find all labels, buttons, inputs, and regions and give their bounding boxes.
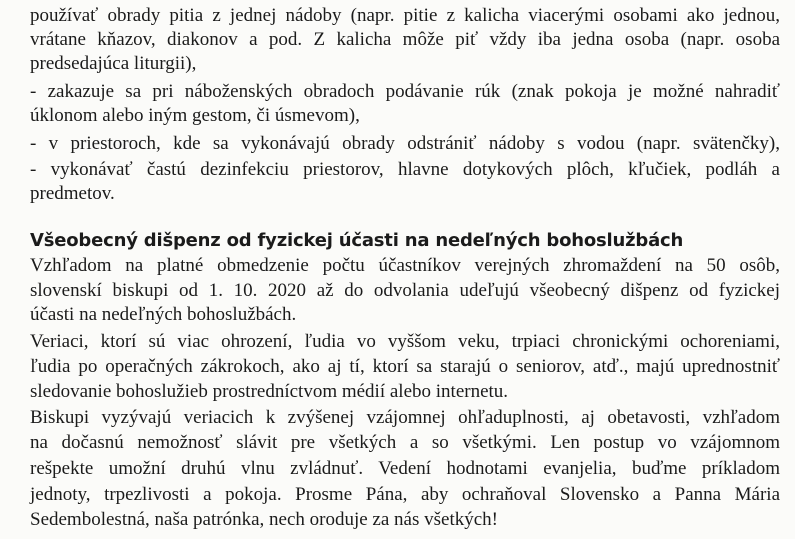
body-text-line: na dočasnú nemožnosť slávit pre všetkých a so všetkými. Len postup vo vzájomnom bbox=[30, 432, 780, 453]
body-text-line: Biskupi vyzývajú veriacich k zvýšenej vzájomnej ohľaduplnosti, aj obetavosti, vzhľadom bbox=[30, 407, 780, 428]
body-text-line: používať obrady pitia z jednej nádoby (napr. pitie z kalicha viacerými osobami ako jednou, bbox=[30, 5, 780, 26]
body-text-line: ľudia po operačných zákrokoch, ako aj tí, ktorí sa starajú o seniorov, atď., majú uprednostniť bbox=[30, 356, 780, 377]
bullet-line: - vykonávať častú dezinfekciu priestorov, hlavne dotykových plôch, kľučiek, podláh a bbox=[30, 159, 780, 180]
body-text-line: Vzhľadom na platné obmedzenie počtu účastníkov verejných zhromaždení na 50 osôb, bbox=[30, 255, 780, 276]
body-text-line: účasti na nedeľných bohoslužbách. bbox=[30, 304, 297, 325]
body-text-line: Sedembolestná, naša patrónka, nech oroduje za nás všetkých! bbox=[30, 509, 498, 530]
body-text-line: Veriaci, ktorí sú viac ohrození, ľudia vo vyššom veku, trpiaci chronickými ochoreniami, bbox=[30, 331, 780, 352]
bullet-line: - zakazuje sa pri náboženských obradoch podávanie rúk (znak pokoja je možné nahradiť bbox=[30, 81, 780, 102]
section-heading: Všeobecný dišpenz od fyzickej účasti na nedeľných bohoslužbách bbox=[30, 230, 684, 251]
body-text-line: sledovanie bohoslužieb prostredníctvom médií alebo internetu. bbox=[30, 381, 509, 402]
body-text-line: predmetov. bbox=[30, 183, 115, 204]
body-text-line: vrátane kňazov, diakonov a pod. Z kalicha môže piť vždy iba jedna osoba (napr. osoba bbox=[30, 29, 780, 50]
bullet-line: úklonom alebo iným gestom, či úsmevom), bbox=[30, 105, 360, 126]
bullet-line: - v priestoroch, kde sa vykonávajú obrady odstrániť nádoby s vodou (napr. svätenčky), bbox=[30, 133, 780, 154]
body-text-line: jednoty, trpezlivosti a pokoja. Prosme Pána, aby ochraňoval Slovensko a Panna Mária bbox=[30, 484, 780, 505]
body-text-line: predsedajúca liturgii), bbox=[30, 53, 197, 74]
body-text-line: slovenskí biskupi od 1. 10. 2020 až do odvolania udeľujú všeobecný dišpenz od fyzickej bbox=[30, 280, 780, 301]
body-text-line: rešpekte umožní druhú vlnu zvládnuť. Vedení hodnotami evanjelia, buďme príkladom bbox=[30, 458, 780, 479]
